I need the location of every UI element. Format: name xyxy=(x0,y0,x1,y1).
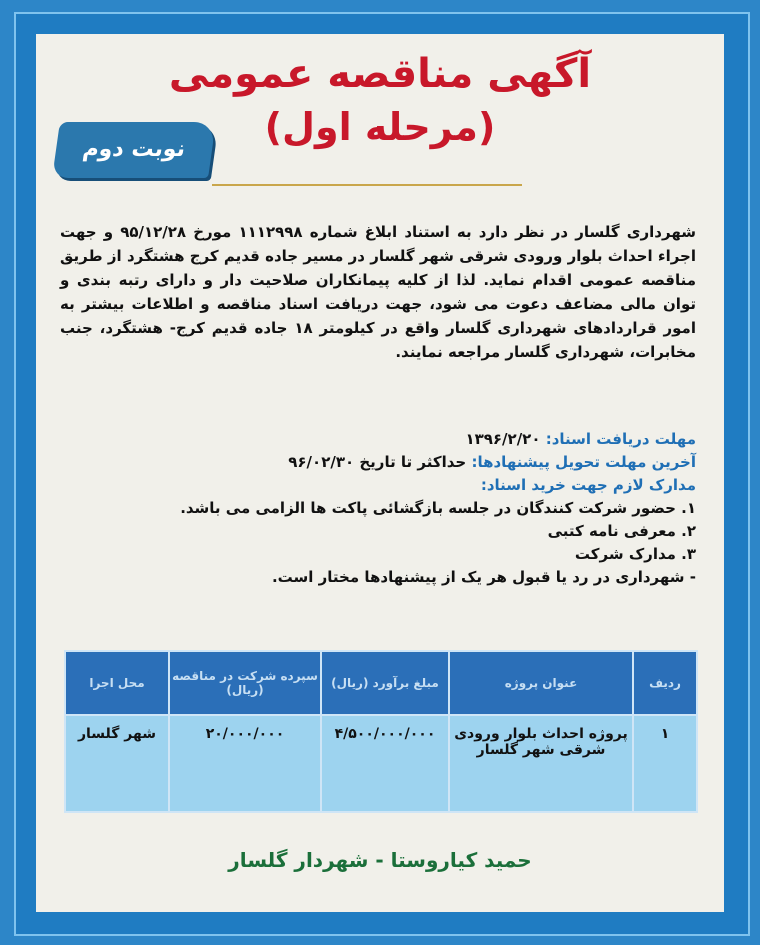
list-item: - شهرداری در رد یا قبول هر یک از پیشنهادها مختار است. xyxy=(271,568,696,586)
notice-body: شهرداری گلسار در نظر دارد به استناد ابلاغ شماره ۱۱۱۲۹۹۸ مورخ ۹۵/۱۲/۲۸ و جهت اجراء احداث بلوار ورودی شرقی شهر گلسار در مسیر جاده قدیم کرج هشتگرد از طریق مناقصه عمومی اقدام نماید. لذا از کلیه پیمانکاران صلاحیت دار و دارای رتبه بندی و توان مالی مضاعف دعوت می شود، جهت دریافت اسناد مناقصه و اطلاعات بیشتر به امور قراردادهای شهرداری گلسار واقع در کیلومتر ۱۸ جاده قدیم کرج- هشتگرد، جنب مخابرات، شهرداری گلسار مراجعه نمایند. xyxy=(60,223,696,361)
deadline-value: ۱۳۹۶/۲/۲۰ xyxy=(465,430,541,448)
header-cell: مبلغ برآورد (ریال) xyxy=(321,651,449,715)
signature: حمید کیاروستا - شهردار گلسار xyxy=(228,848,532,872)
docs-label: مدارک لازم جهت خرید اسناد: xyxy=(480,476,696,494)
table-header-row xyxy=(65,651,697,715)
divider xyxy=(212,184,522,186)
details xyxy=(60,428,696,589)
round-badge: نوبت دوم xyxy=(52,122,216,178)
header-cell: ردیف xyxy=(633,651,697,715)
table-row xyxy=(65,715,697,812)
list-item: ۳. مدارک شرکت xyxy=(574,545,696,563)
table-cell: ۴/۵۰۰/۰۰۰/۰۰۰ xyxy=(321,715,449,812)
deadline-line xyxy=(60,428,696,451)
header-cell: عنوان پروژه xyxy=(449,651,633,715)
list-item: ۱. حضور شرکت کنندگان در جلسه بازگشائی پاکت ها الزامی می باشد. xyxy=(180,499,696,517)
list-item: ۲. معرفی نامه کتبی xyxy=(547,522,696,540)
projects-table xyxy=(64,650,698,813)
header-cell: محل اجرا xyxy=(65,651,169,715)
deadline-label: مهلت دریافت اسناد: xyxy=(545,430,696,448)
notice-title: آگهی مناقصه عمومی xyxy=(168,51,592,97)
table-cell: پروژه احداث بلوار ورودی شرقی شهر گلسار xyxy=(449,715,633,812)
notice-paper xyxy=(36,34,724,912)
submit-value: حداکثر تا تاریخ ۹۶/۰۲/۳۰ xyxy=(288,453,467,471)
submit-label: آخرین مهلت تحویل پیشنهادها: xyxy=(471,453,696,471)
table-cell: شهر گلسار xyxy=(65,715,169,812)
submit-line xyxy=(60,451,696,474)
table-cell: ۱ xyxy=(633,715,697,812)
notice-subtitle: (مرحله اول) xyxy=(264,105,496,149)
table-cell: ۲۰/۰۰۰/۰۰۰ xyxy=(169,715,321,812)
header-cell: سپرده شرکت در مناقصه (ریال) xyxy=(169,651,321,715)
